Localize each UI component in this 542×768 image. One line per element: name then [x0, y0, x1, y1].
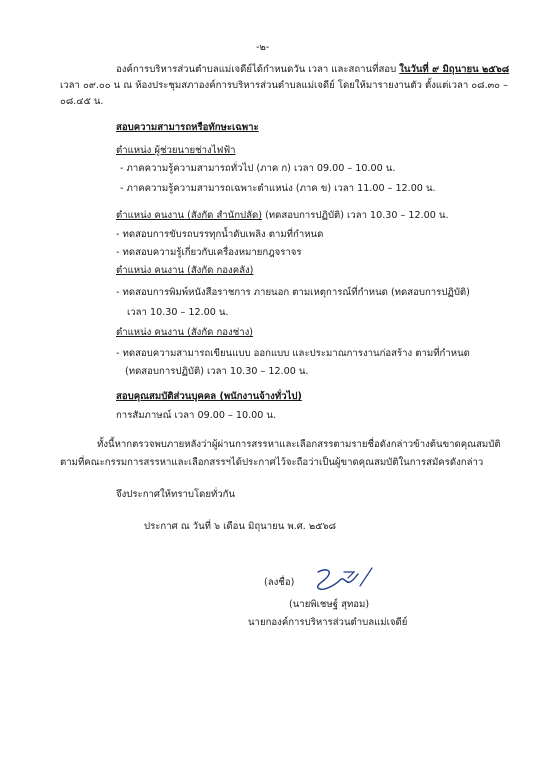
- position-title-detail: (ทดสอบการปฏิบัติ) เวลา 10.30 – 12.00 น.: [265, 210, 449, 221]
- signature-stroke: [360, 568, 372, 586]
- list-item: - ทดสอบความรู้เกี่ยวกับเครื่องหมายกฎจราจร: [116, 247, 302, 258]
- page-number: -๒-: [256, 42, 270, 53]
- announcement-line: จึงประกาศให้ทราบโดยทั่วกัน: [116, 489, 236, 500]
- list-item-continued: (ทดสอบการปฏิบัติ) เวลา 10.30 – 12.00 น.: [125, 366, 309, 377]
- signer-name: (นายพิเชษฐ์ สุทอม): [289, 599, 370, 610]
- closing-line-1: ทั้งนี้หากตรวจพบภายหลังว่าผู้ผ่านการสรรหาและเลือกสรรตามรายชื่อดังกล่าวข้างต้นขาดคุณสมบัติ: [97, 439, 501, 450]
- announcement-date: ประกาศ ณ วันที่ ๖ เดือน มิถุนายน พ.ศ. ๒๕๖๘: [144, 521, 336, 532]
- interview-item: การสัมภาษณ์ เวลา 09.00 – 10.00 น.: [116, 410, 276, 421]
- section-heading-skills: สอบความสามารถหรือทักษะเฉพาะ: [116, 122, 259, 133]
- exam-date: ในวันที่ ๙ มิถุนายน ๒๕๖๘: [399, 64, 510, 75]
- list-item: - ทดสอบการขับรถบรรทุกน้ำดับเพลิง ตามที่กำหนด: [116, 229, 324, 240]
- section-heading-personal: สอบคุณสมบัติส่วนบุคคล (พนักงานจ้างทั่วไป): [116, 391, 302, 402]
- closing-line-2: ตามที่คณะกรรมการสรรหาและเลือกสรรฯได้ประกาศไว้จะถือว่าเป็นผู้ขาดคุณสมบัติในการสมัครดังกล่าว: [60, 457, 484, 468]
- list-item: - ทดสอบความสามารถเขียนแบบ ออกแบบ และประมาณการงานก่อสร้าง ตามที่กำหนด: [116, 348, 470, 359]
- intro-line-3: ๐๘.๔๕ น.: [60, 96, 104, 107]
- list-item-continued: เวลา 10.30 – 12.00 น.: [127, 307, 229, 318]
- signer-title: นายกองค์การบริหารส่วนตำบลแม่เจดีย์: [248, 617, 408, 628]
- position-title-worker-engineering: ตำแหน่ง คนงาน (สังกัด กองช่าง): [116, 327, 254, 338]
- intro-line-1: [116, 63, 509, 77]
- list-item: - ภาคความรู้ความสามารถทั่วไป (ภาค ก) เวลา 09.00 – 10.00 น.: [120, 163, 396, 174]
- position-title-electrician: ตำแหน่ง ผู้ช่วยนายช่างไฟฟ้า: [116, 145, 236, 156]
- signature-label: (ลงชื่อ): [264, 577, 295, 588]
- intro-text: องค์การบริหารส่วนตำบลแม่เจดีย์ได้กำหนดวัน เวลา และสถานที่สอบ: [116, 64, 397, 75]
- position-title: ตำแหน่ง คนงาน (สังกัด สำนักปลัด): [116, 210, 262, 221]
- signature-stroke: [344, 572, 354, 578]
- position-title-worker-finance: ตำแหน่ง คนงาน (สังกัด กองคลัง): [116, 265, 254, 276]
- signature-stroke: [318, 570, 358, 589]
- handwritten-signature: [314, 566, 376, 594]
- position-title-worker-office: [116, 209, 449, 223]
- list-item: - ภาคความรู้ความสามารถเฉพาะตำแหน่ง (ภาค ข) เวลา 11.00 – 12.00 น.: [120, 183, 436, 194]
- intro-line-2: เวลา ๐๙.๐๐ น ณ ห้องประชุมสภาองค์การบริหารส่วนตำบลแม่เจดีย์ โดยให้มารายงานตัว ตั้งแต่เวลา ๐๘.๓๐ –: [60, 80, 508, 91]
- list-item: - ทดสอบการพิมพ์หนังสือราชการ ภายนอก ตามเหตุการณ์ที่กำหนด (ทดสอบการปฏิบัติ): [116, 287, 470, 298]
